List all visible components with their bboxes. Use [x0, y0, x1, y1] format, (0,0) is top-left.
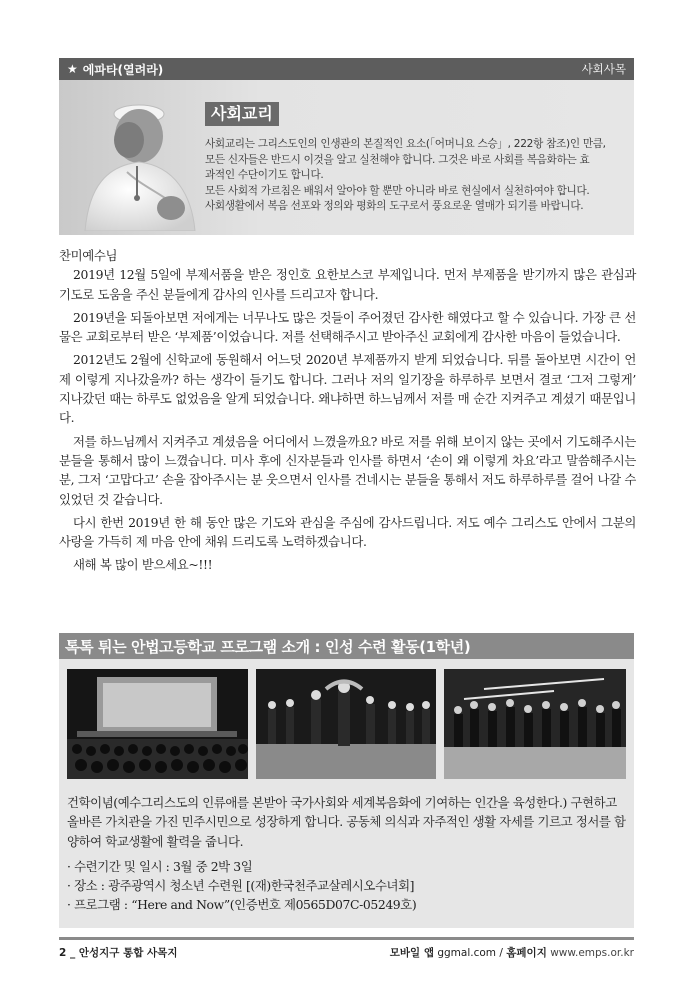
star-icon: ★ [67, 62, 78, 76]
intro-line: 과적인 수단이기도 합니다. [205, 169, 324, 182]
program-detail-item: · 장소 : 광주광역시 청소년 수련원 [(재)한국천주교살레시오수녀회] [67, 878, 415, 894]
article-closing: 새해 복 많이 받으세요~!!! [73, 557, 213, 573]
program-details [67, 857, 629, 915]
intro-title: 사회교리 [205, 102, 279, 126]
stage-activity-photo [444, 669, 626, 779]
article-paragraph: 2019년을 되돌아보면 저에게는 너무나도 많은 것들이 주어졌던 감사한 해였다고 할 수 있습니다. 가장 큰 선물은 교회로부터 받은 ‘부제품’이었습니다. 저를 선택해주시고 받아주신 교회에게 감사한 마음이 들었습니다. [59, 309, 636, 345]
dance-performance-photo [256, 669, 436, 779]
section-header-bar [59, 58, 634, 80]
program-detail-item: · 프로그램 : “Here and Now”(인증번호 제0565D07C-05249호) [67, 897, 417, 913]
footer-links [390, 945, 634, 960]
footer-separator: / [499, 946, 503, 959]
app-url-link[interactable]: ggmal.com [437, 946, 497, 959]
home-label: 홈페이지 [506, 946, 547, 959]
program-description: 건학이념(예수그리스도의 인류애를 본받아 국가사회와 세계복음화에 기여하는 인간을 육성한다.) 구현하고 올바른 가치관을 가진 민주시민으로 성장하게 합니다. 공동체 의식과 자주적인 생활 자세를 기르고 정서를 함양하여 학교생활에 활력을 줍니다. [67, 795, 626, 849]
article-paragraph: 2012년도 2월에 신학교에 동원해서 어느덧 2020년 부제품까지 받게 되었습니다. 뒤를 돌아보면 시간이 언제 이렇게 지나갔을까? 하는 생각이 들기도 합니다. 그러나 저의 일기장을 하루하루 보면서 결코 ‘그저 그렇게’ 지나갔던 때는 하루도 없었음을 알게 되었습니다. 왜냐하면 하느님께서 저를 매 순간 지켜주고 계셨기 때문입니다. [59, 352, 636, 426]
program-description-block [67, 793, 629, 915]
intro-line: 모든 사회적 가르침은 배워서 알아야 할 뿐만 아니라 바로 현실에서 실천하여야 합니다. [205, 184, 590, 197]
intro-line: 사회생활에서 복음 선포와 정의와 평화의 도구로서 풍요로운 열매가 되기를 바랍니다. [205, 200, 584, 213]
intro-line: 모든 신자들은 반드시 이것을 알고 실천해야 합니다. 그것은 바로 사회를 복음화하는 효 [205, 153, 590, 166]
program-panel [59, 659, 634, 928]
page-footer [59, 944, 634, 960]
page-number-label: 2 _ 안성지구 통합 사목지 [59, 946, 178, 959]
article-body [59, 246, 636, 575]
social-teaching-box [59, 80, 634, 235]
footer-divider [59, 937, 634, 940]
intro-text [205, 137, 630, 215]
article-paragraph: 2019년 12월 5일에 부제서품을 받은 정인호 요한보스코 부제입니다. 먼저 부제품을 받기까지 많은 관심과 기도로 도움을 주신 분들에게 감사의 인사를 드리고자 합니다. [59, 267, 636, 302]
article-greeting: 찬미예수님 [59, 248, 118, 263]
pope-photo [67, 96, 197, 231]
app-label: 모바일 앱 [389, 946, 434, 959]
section-header-left [67, 61, 163, 78]
intro-line: 사회교리는 그리스도인의 인생관의 본질적인 요소(「어머니요 스승」, 222항 참조)인 만큼, [205, 138, 606, 150]
article-paragraph: 저를 하느님께서 지켜주고 계셨음을 어디에서 느꼈을까요? 바로 저를 위해 보이지 않는 곳에서 기도해주시는 분들을 통해서 많이 느꼈습니다. 미사 후에 신자분들과 인사를 하면서 ‘손이 왜 이렇게 차요’라고 말씀해주시는 분, 그저 ‘고맙다고’ 손을 잡아주시는 분 웃으면서 인사를 건네시는 분들을 통해서 저도 하루하루를 걸어 나갈 수 있었던 것 같습니다. [59, 433, 636, 507]
article-paragraph: 다시 한번 2019년 한 해 동안 많은 기도와 관심을 주심에 감사드립니다. 저도 예수 그리스도 안에서 그분의 사랑을 가득히 제 마음 안에 채워 드리도록 노력하겠습니다. [59, 514, 636, 550]
program-section-title: 톡톡 튀는 안법고등학교 프로그램 소개 : 인성 수련 활동(1학년) [59, 633, 634, 659]
home-url-link[interactable]: www.emps.or.kr [550, 946, 634, 959]
category-label: 사회사목 [581, 62, 626, 76]
section-name: 에파타(열려라) [82, 62, 164, 77]
program-detail-item: · 수련기간 및 일시 : 3월 중 2박 3일 [67, 858, 253, 874]
auditorium-photo [67, 669, 248, 779]
